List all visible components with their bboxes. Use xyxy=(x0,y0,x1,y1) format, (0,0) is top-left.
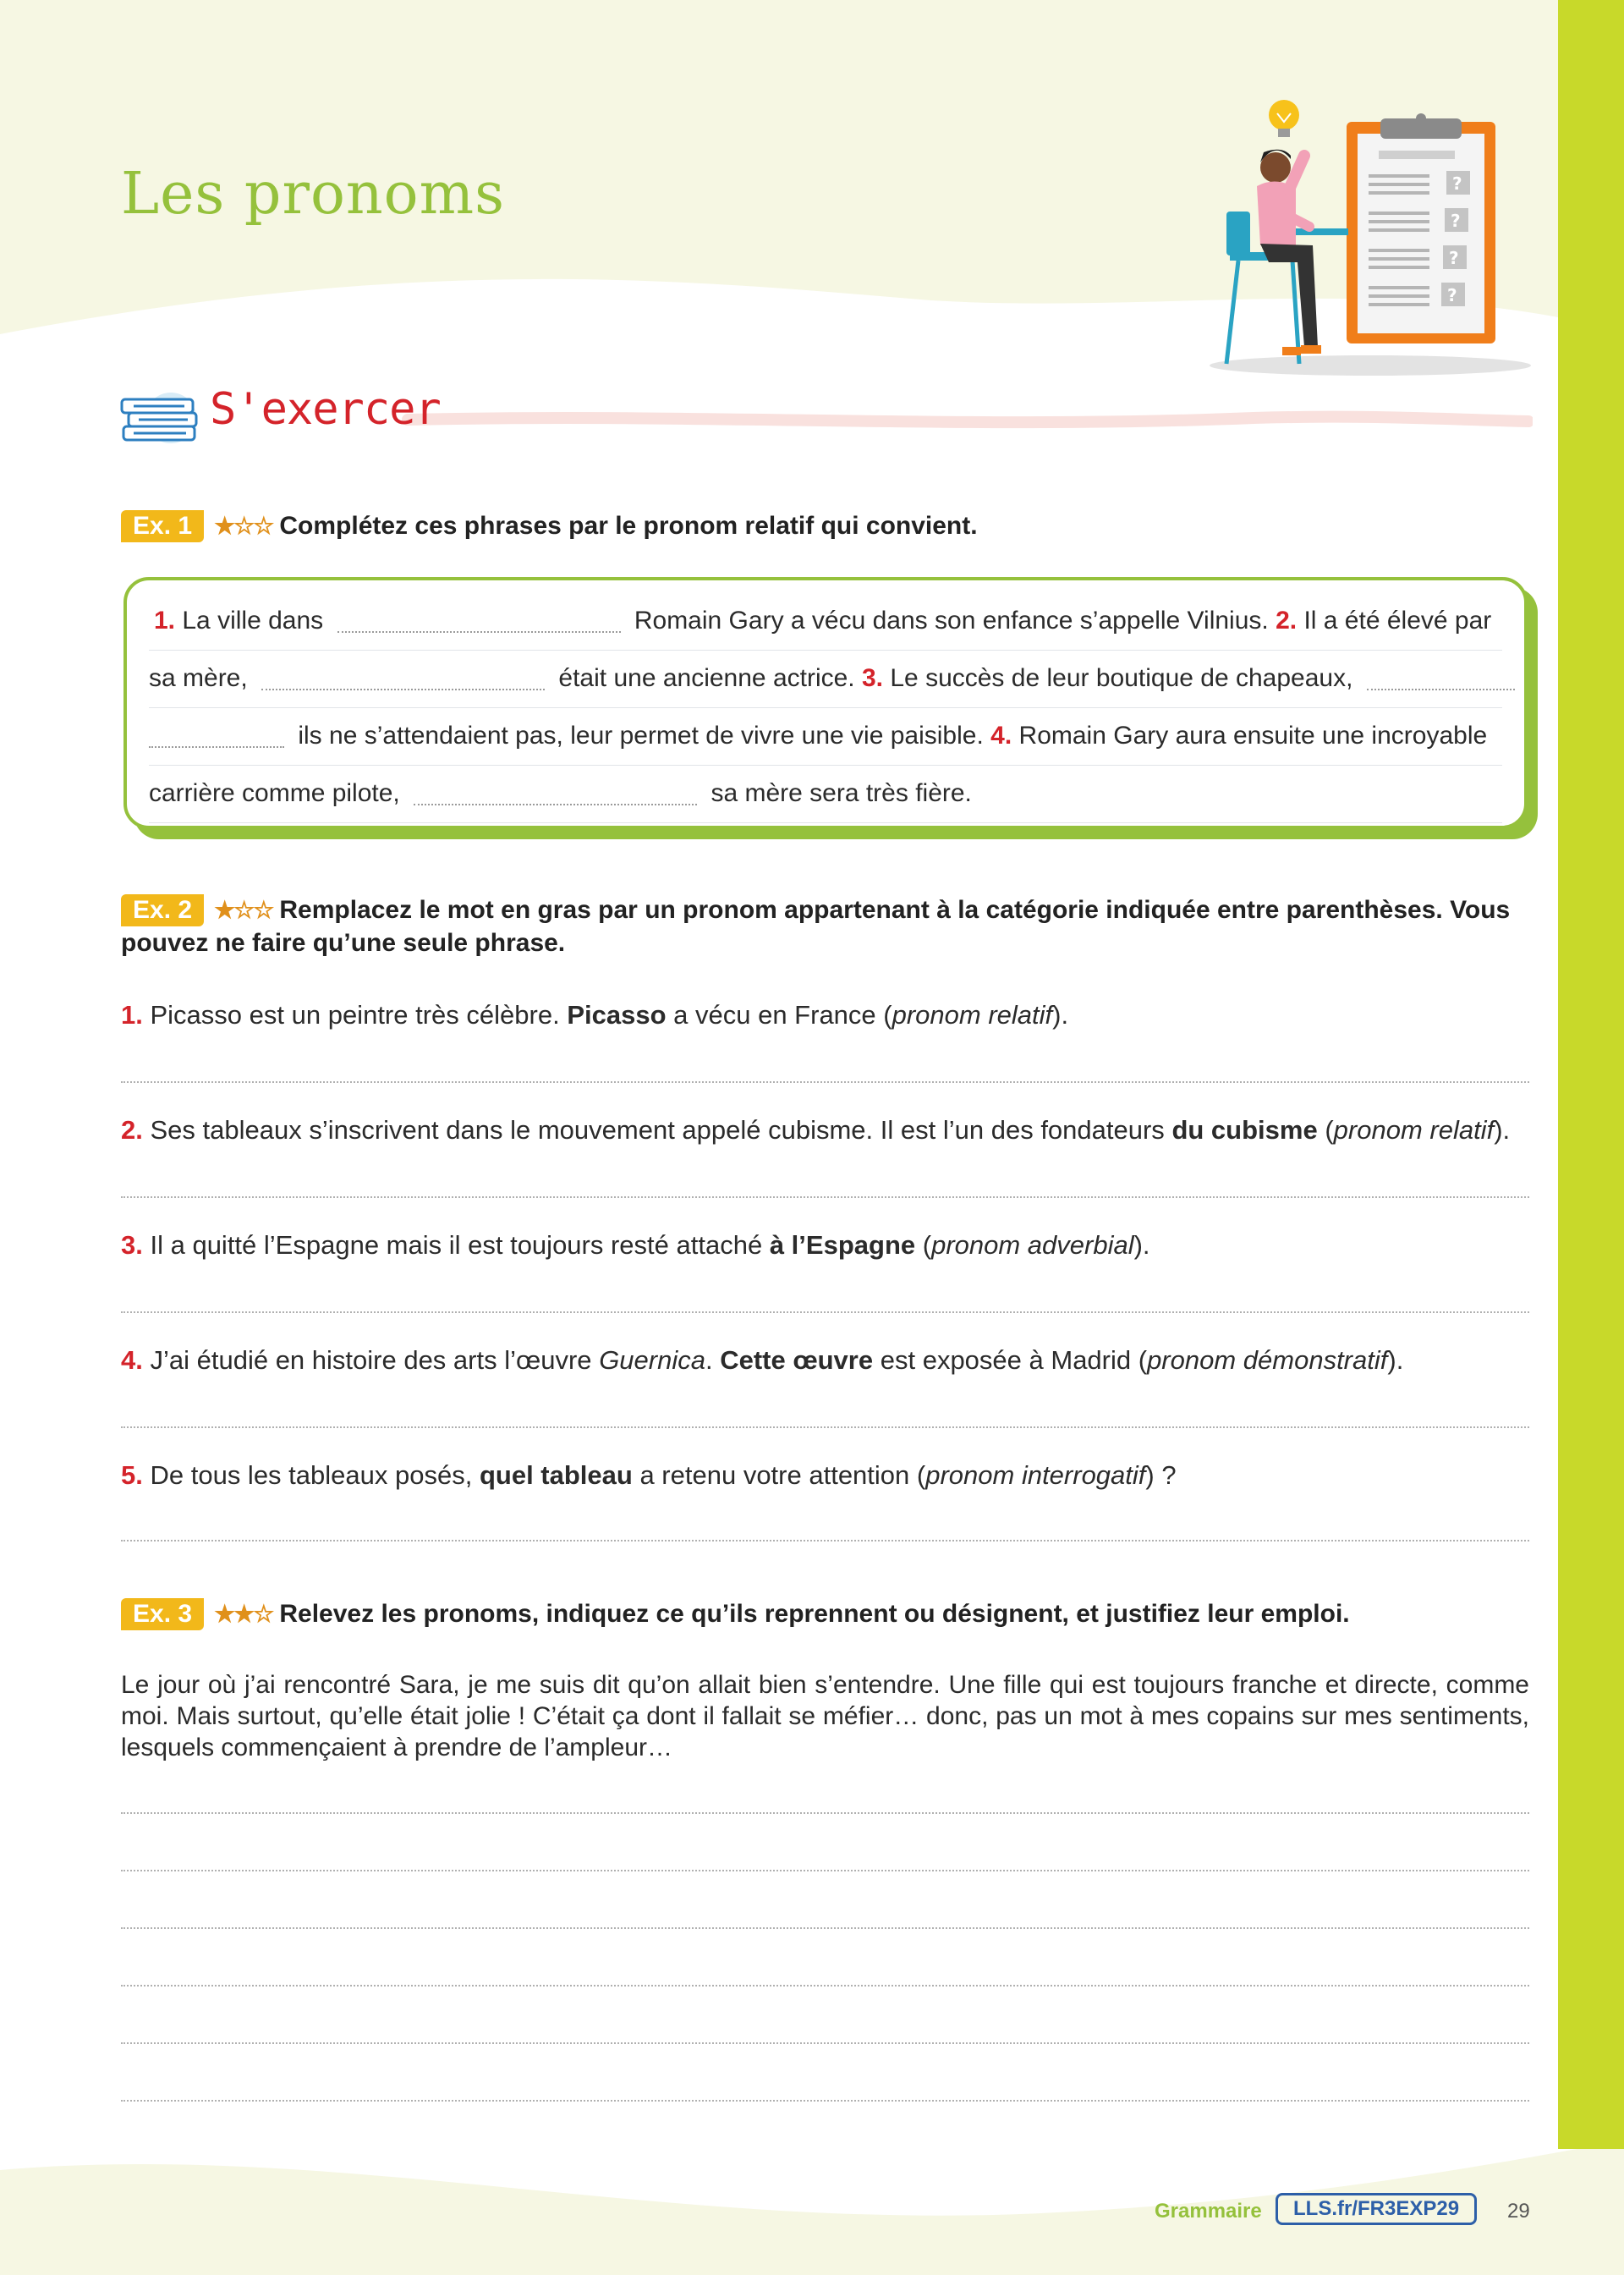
answer-line[interactable] xyxy=(121,1870,1529,1871)
ex1-line-2 xyxy=(149,650,1502,708)
sentence-text: sa mère, xyxy=(149,664,248,692)
artwork-title: Guernica xyxy=(599,1345,705,1375)
right-margin-strip xyxy=(1558,0,1624,2149)
answer-line[interactable] xyxy=(121,2042,1529,2044)
question-text: ) ? xyxy=(1145,1460,1177,1490)
sentence-text: sa mère sera très fière. xyxy=(710,779,972,807)
item-number: 4. xyxy=(990,722,1012,750)
sentence-text: était une ancienne actrice. xyxy=(558,664,855,692)
question-text: ). xyxy=(1052,1000,1069,1030)
item-number: 3. xyxy=(121,1230,143,1260)
question-text: a retenu votre attention ( xyxy=(639,1460,926,1490)
answer-line[interactable] xyxy=(121,2100,1529,2102)
difficulty-stars-icon: ★☆☆ xyxy=(214,897,273,924)
answer-line[interactable] xyxy=(121,1081,1529,1083)
pronoun-category: pronom relatif xyxy=(892,1000,1053,1030)
question-text: ). xyxy=(1133,1230,1150,1260)
bold-word: Picasso xyxy=(567,1000,667,1030)
sentence-text: Romain Gary aura ensuite une incroyable xyxy=(1018,722,1488,750)
ex3-instruction-text: Relevez les pronoms, indiquez ce qu’ils reprennent ou désignent, et justifiez leur emploi. xyxy=(279,1600,1350,1629)
pronoun-category: pronom démonstratif xyxy=(1147,1345,1388,1375)
pronoun-category: pronom interrogatif xyxy=(925,1460,1146,1490)
sentence-text: Romain Gary a vécu dans son enfance s’appelle Vilnius. xyxy=(634,607,1269,635)
footer-section-label: Grammaire xyxy=(1155,2200,1262,2223)
item-number: 1. xyxy=(154,607,176,635)
footer-link[interactable]: LLS.fr/FR3EXP29 xyxy=(1276,2193,1477,2225)
item-number: 4. xyxy=(121,1345,143,1375)
student-illustration xyxy=(1201,93,1539,381)
svg-text:?: ? xyxy=(1447,285,1457,305)
blank-field-3b[interactable] xyxy=(149,726,284,748)
question-text: Il a quitté l’Espagne mais il est toujours resté attaché xyxy=(150,1230,763,1260)
ex2-badge: Ex. 2 xyxy=(121,894,204,926)
answer-line[interactable] xyxy=(121,1927,1529,1929)
question-text: . xyxy=(705,1345,713,1375)
section-heading xyxy=(120,381,1533,448)
blank-field-4[interactable] xyxy=(414,783,697,805)
blank-field-2[interactable] xyxy=(261,668,545,690)
blank-field-1[interactable] xyxy=(337,611,621,633)
books-icon xyxy=(122,393,196,443)
question-text: a vécu en France ( xyxy=(673,1000,892,1030)
svg-text:?: ? xyxy=(1452,173,1462,194)
question-text: Picasso est un peintre très célèbre. xyxy=(150,1000,560,1030)
question-text: ( xyxy=(922,1230,932,1260)
sexercer-title: S'exercer xyxy=(210,384,441,435)
ex2-question-3 xyxy=(121,1230,1529,1261)
svg-text:?: ? xyxy=(1449,248,1459,268)
answer-line[interactable] xyxy=(121,1540,1529,1541)
ex1-instruction-text: Complétez ces phrases par le pronom relatif qui convient. xyxy=(279,512,978,541)
question-text: J’ai étudié en histoire des arts l’œuvre xyxy=(150,1345,592,1375)
question-text: ). xyxy=(1387,1345,1404,1375)
ex1-badge: Ex. 1 xyxy=(121,510,204,542)
clipboard-icon xyxy=(1347,113,1495,343)
pronoun-category: pronom relatif xyxy=(1333,1115,1495,1145)
sentence-text: Le succès de leur boutique de chapeaux, xyxy=(890,664,1353,692)
ex1-line-1 xyxy=(149,592,1502,651)
ex2-question-4 xyxy=(121,1345,1529,1376)
lightbulb-icon xyxy=(1269,100,1299,137)
difficulty-stars-icon: ★☆☆ xyxy=(214,513,273,540)
ex2-question-2 xyxy=(121,1115,1529,1146)
sentence-text: Il a été élevé par xyxy=(1303,607,1492,635)
sentence-text: carrière comme pilote, xyxy=(149,779,400,807)
answer-line[interactable] xyxy=(121,1196,1529,1198)
question-text: est exposée à Madrid ( xyxy=(880,1345,1148,1375)
question-text: De tous les tableaux posés, xyxy=(150,1460,473,1490)
answer-line[interactable] xyxy=(121,1812,1529,1814)
pronoun-category: pronom adverbial xyxy=(931,1230,1134,1260)
ex1-line-3 xyxy=(149,707,1502,766)
bold-word: quel tableau xyxy=(479,1460,633,1490)
ex2-question-1 xyxy=(121,1000,1529,1030)
sentence-text: ils ne s’attendaient pas, leur permet de vivre une vie paisible. xyxy=(298,722,984,750)
sentence-text: La ville dans xyxy=(182,607,324,635)
ex3-text: Le jour où j’ai rencontré Sara, je me suis dit qu’on allait bien s’entendre. Une fille qui est toujours franche et directe, comme moi. Mais surtout, qu’elle était jolie ! C’était ça dont il fallait se méfier… donc, pas un mot à mes copains sur mes sentiments, lesquels commençaient à prendre de l’ampleur… xyxy=(121,1671,1529,1761)
question-text: ). xyxy=(1494,1115,1511,1145)
page-number: 29 xyxy=(1507,2200,1530,2223)
ex2-instruction xyxy=(121,893,1529,959)
blank-field-3[interactable] xyxy=(1367,668,1515,690)
ex2-instruction-text: Remplacez le mot en gras par un pronom appartenant à la catégorie indiquée entre parenthèses. Vous pouvez ne faire qu’une seule phrase. xyxy=(121,896,1511,958)
ex3-badge: Ex. 3 xyxy=(121,1598,204,1630)
item-number: 1. xyxy=(121,1000,143,1030)
ex3-instruction xyxy=(121,1597,1529,1630)
answer-line[interactable] xyxy=(121,1426,1529,1428)
bold-word: du cubisme xyxy=(1171,1115,1318,1145)
answer-line[interactable] xyxy=(121,1985,1529,1987)
page-title: Les pronoms xyxy=(121,161,505,228)
question-text: ( xyxy=(1325,1115,1334,1145)
svg-text:?: ? xyxy=(1451,211,1461,231)
answer-line[interactable] xyxy=(121,1311,1529,1313)
item-number: 3. xyxy=(861,664,884,692)
bold-word: Cette œuvre xyxy=(720,1345,874,1375)
item-number: 5. xyxy=(121,1460,143,1490)
ex1-instruction xyxy=(121,509,1529,542)
ex1-fill-box xyxy=(123,577,1528,829)
ex2-question-5 xyxy=(121,1460,1529,1491)
question-text: Ses tableaux s’inscrivent dans le mouvement appelé cubisme. Il est l’un des fondateurs xyxy=(150,1115,1165,1145)
ex1-line-4 xyxy=(149,765,1502,823)
item-number: 2. xyxy=(1276,607,1298,635)
bold-word: à l’Espagne xyxy=(769,1230,916,1260)
item-number: 2. xyxy=(121,1115,143,1145)
difficulty-stars-icon: ★★☆ xyxy=(214,1601,273,1628)
